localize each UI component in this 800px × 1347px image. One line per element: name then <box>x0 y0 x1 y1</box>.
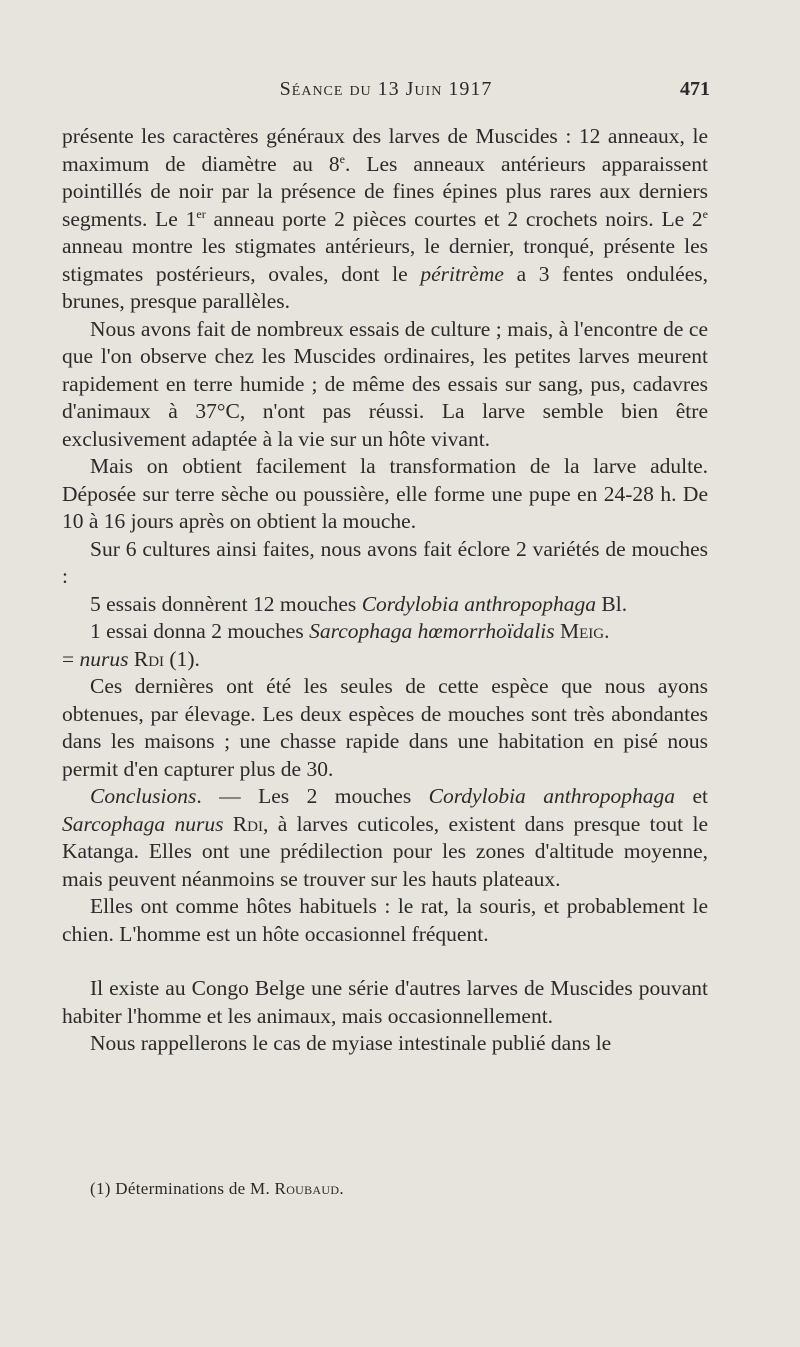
species-name: Sarcophaga hœmorrhoïdalis <box>309 619 555 643</box>
body-text <box>62 123 708 1058</box>
author-name: Rdi <box>223 811 263 836</box>
species-name: Cordylobia anthropophaga <box>361 591 597 616</box>
superscript: e <box>702 206 708 221</box>
text-run: Bl. <box>596 591 628 616</box>
paragraph-transformation: Mais on obtient facilement la transformation de la larve adulte. Déposée sur terre sèche ou poussière, elle forme une pupe en 24-28 h. De 10 à 16 jours après on obtient la mouche. <box>62 454 708 533</box>
text-run: . — Les 2 mouches <box>196 784 429 808</box>
footnote-text: (1) Déterminations de M. <box>90 1179 270 1198</box>
paragraph-culture: Nous avons fait de nombreux essais de culture ; mais, à l'encontre de ce que l'on observe chez les Muscides ordinaires, les petites larves meurent rapidement en terre humide ; de même des essais sur sang, pus, cadavres d'animaux à 37°C, n'ont pas réussi. La larve semble bien être exclusivement adaptée à la vie sur un hôte vivant. <box>62 316 708 451</box>
running-title: Séance du 13 Juin 1917 <box>279 78 493 100</box>
text-run: 1 essai donna 2 mouches <box>90 619 310 643</box>
text-run: = <box>62 646 80 671</box>
paragraph-cultures: Sur 6 cultures ainsi faites, nous avons fait éclore 2 variétés de mouches : <box>62 536 708 588</box>
paragraph-hotes: Elles ont comme hôtes habituels : le rat, la souris, et probablement le chien. L'homme est un hôte occasionnel fréquent. <box>62 894 708 946</box>
text-run: a 3 fentes ondulées, brunes, presque parallèles. <box>62 261 709 313</box>
text-run: et <box>675 784 708 808</box>
paragraph-essai-1 <box>62 591 708 619</box>
page-header <box>62 78 710 108</box>
footnote <box>90 1179 344 1199</box>
text-run: 5 essais donnèrent 12 mouches <box>90 591 362 616</box>
page-number: 471 <box>680 78 710 100</box>
footnote-author: Roubaud. <box>270 1179 344 1198</box>
text-run: , à larves cuticoles, existent dans presque tout le Katanga. Elles ont une prédilection pour les zones d'altitude moyenne, mais peuvent néanmoins se trouver sur les hauts plateaux. <box>62 811 708 891</box>
text-run: anneau porte 2 pièces courtes et 2 crochets noirs. Le 2 <box>205 206 703 231</box>
species-name: Cordylobia anthropophaga <box>428 784 676 808</box>
paragraph-congo: Il existe au Congo Belge une série d'autres larves de Muscides pouvant habiter l'homme et les animaux, mais occasionnellement. <box>62 976 708 1028</box>
superscript: er <box>196 206 206 221</box>
superscript: e <box>339 151 345 166</box>
author-name: Meig. <box>554 619 610 643</box>
section-gap <box>62 948 708 975</box>
text-run: présente les caractères généraux des larves de Muscides : 12 anneaux, le maximum de diamètre au 8 <box>62 124 708 176</box>
paragraph-continuation <box>62 123 708 316</box>
italic-term: péritrème <box>420 261 504 286</box>
species-name: Sarcophaga nurus <box>62 811 224 836</box>
species-name: nurus <box>79 646 129 671</box>
text-run: anneau montre les stigmates antérieurs, le dernier, tronqué, présente les stigmates postérieurs, ovales, dont le <box>62 234 708 286</box>
text-run: (1). <box>164 646 200 671</box>
paragraph-elevage: Ces dernières ont été les seules de cette espèce que nous ayons obtenues, par élevage. Les deux espèces de mouches sont très abondantes dans les maisons ; une chasse rapide dans une habitation en pisé nous permit d'en capturer plus de 30. <box>62 674 708 781</box>
paragraph-myiase: Nous rappellerons le cas de myiase intestinale publié dans le <box>90 1031 612 1055</box>
text-run: . Les anneaux antérieurs apparaissent pointillés de noir par la présence de fines épines plus rares aux derniers segments. Le 1 <box>62 151 708 231</box>
paragraph-essai-2 <box>62 618 708 673</box>
author-name: Rdi <box>128 646 165 671</box>
section-label: Conclusions <box>90 784 197 808</box>
paragraph-conclusions <box>62 783 708 893</box>
